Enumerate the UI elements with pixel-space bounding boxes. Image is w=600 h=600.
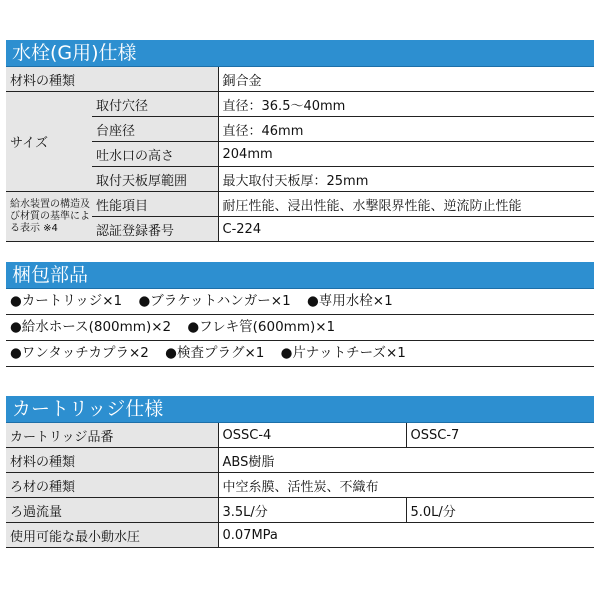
flow-value: 3.5L/分 <box>218 498 406 523</box>
package-item: ●フレキ管(600mm)×1 <box>187 319 336 335</box>
model-value: OSSC-4 <box>218 423 406 448</box>
table-row <box>6 167 594 192</box>
faucet-spec-title: 水栓(G用)仕様 <box>6 40 594 67</box>
list-item <box>6 341 594 367</box>
size-row-value: 最大取付天板厚：25mm <box>218 167 594 192</box>
pressure-label: 使用可能な最小動水圧 <box>6 523 218 548</box>
cartridge-title: カートリッジ仕様 <box>6 396 594 423</box>
package-title: 梱包部品 <box>6 262 594 289</box>
size-row-value: 204mm <box>218 142 594 167</box>
size-label: サイズ <box>6 92 92 192</box>
package-item: ●カートリッジ×1 <box>10 293 123 309</box>
std-row-label: 性能項目 <box>92 192 218 217</box>
cart-material-label: 材料の種類 <box>6 448 218 473</box>
table-row <box>6 142 594 167</box>
package-item: ●片ナットチーズ×1 <box>280 345 406 361</box>
material-value: 銅合金 <box>218 67 594 92</box>
package-item: ●給水ホース(800mm)×2 <box>10 319 172 335</box>
size-row-value: 直径：36.5〜40mm <box>218 92 594 117</box>
model-label: カートリッジ品番 <box>6 423 218 448</box>
package-item: ●検査プラグ×1 <box>165 345 265 361</box>
flow-label: ろ過流量 <box>6 498 218 523</box>
std-row-value: 耐圧性能、浸出性能、水撃限界性能、逆流防止性能 <box>218 192 594 217</box>
table-row <box>6 92 594 117</box>
size-row-value: 直径：46mm <box>218 117 594 142</box>
package-item: ●ブラケットハンガー×1 <box>138 293 291 309</box>
size-row-label: 取付穴径 <box>92 92 218 117</box>
filter-label: ろ材の種類 <box>6 473 218 498</box>
model-value: OSSC-7 <box>406 423 594 448</box>
cart-material-value: ABS樹脂 <box>218 448 594 473</box>
table-row <box>6 217 594 242</box>
standard-label: 給水装置の構造及び材質の基準による表示 ※4 <box>6 192 92 242</box>
table-row <box>6 473 594 498</box>
table-row <box>6 67 594 92</box>
faucet-spec-section <box>6 40 594 242</box>
material-label: 材料の種類 <box>6 67 218 92</box>
package-item: ●専用水栓×1 <box>306 293 393 309</box>
cartridge-section <box>6 396 594 548</box>
size-row-label: 台座径 <box>92 117 218 142</box>
table-row <box>6 448 594 473</box>
list-item <box>6 315 594 341</box>
cartridge-table <box>6 423 594 548</box>
flow-value: 5.0L/分 <box>406 498 594 523</box>
pressure-value: 0.07MPa <box>218 523 594 548</box>
table-row <box>6 192 594 217</box>
table-row <box>6 423 594 448</box>
package-item: ●ワンタッチカプラ×2 <box>10 345 149 361</box>
filter-value: 中空糸膜、活性炭、不織布 <box>218 473 594 498</box>
table-row <box>6 523 594 548</box>
size-row-label: 吐水口の高さ <box>92 142 218 167</box>
faucet-spec-table <box>6 67 594 242</box>
std-row-label: 認証登録番号 <box>92 217 218 242</box>
table-row <box>6 498 594 523</box>
table-row <box>6 117 594 142</box>
std-row-value: C-224 <box>218 217 594 242</box>
list-item <box>6 289 594 315</box>
size-row-label: 取付天板厚範囲 <box>92 167 218 192</box>
package-section <box>6 262 594 367</box>
